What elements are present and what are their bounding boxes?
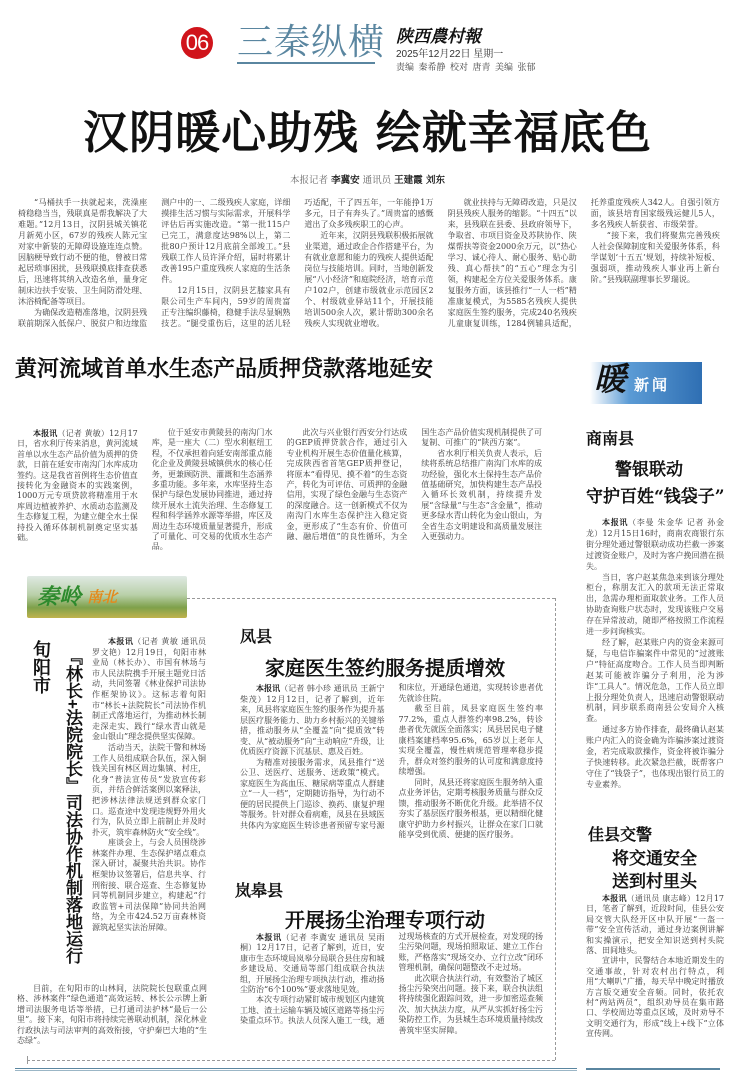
paragraph: “接下来，我们将聚焦完善残疾人社会保障制度和关爱服务体系，科学谋划‘十五五’规划，持续补短板、强弱项，推动残疾人事业再上新台阶。”县残联副理事长罗瑞说。: [590, 231, 720, 284]
section-title: 三秦纵横: [237, 21, 386, 62]
paragraph: 宣讲中，民警结合本地近期发生的交通事故，针对农村出行特点，利用“大喇叭”广播，每天早中晚定时播放方言版交通安全音频。同时，依托农村“两站两员”，组织劝导员在集市路口、学校周边等重点区域，及时劝导不文明交通行为，形成“线上+线下”立体宣传网。: [586, 956, 724, 1039]
paragraph: [240, 932, 385, 995]
paragraph: [92, 636, 206, 743]
paragraph-text: （通讯员 康志峰）12月17日，笔者了解到，近段时间，佳县公安局交管大队经开区中队开展“一盔一带”安全宣传活动，通过身边案例讲解和实操演示，把安全知识送到村头院落、田间地头。: [586, 894, 725, 956]
xunyang-article-closing: [17, 984, 207, 1046]
lead-headline: 汉阴暖心助残 绘就幸福底色: [83, 106, 652, 159]
langao-article-body: [240, 932, 543, 1036]
shangnan-headline-1: 警银联动: [615, 460, 683, 480]
xunyang-article-body: [92, 636, 206, 934]
paragraph: 经了解，赵某账户内的资金来源可疑，与电信诈骗案件中常见的“过渡账户”特征高度吻合。工作人员当即判断赵某可能被诈骗分子利用，沦为涉诈“工具人”。情况危急，工作人员立即上报分理处负责人，迅速启动警银联动机制，同步联系商南县公安局介入核查。: [586, 637, 724, 724]
warm-logo-small: 新闻: [634, 377, 671, 394]
paragraph-text: （记者 黄敏 通讯员 罗文艳）12月19日，旬阳市林业局（林长办）、市国有林场与市人民法院携手开展主题党日活动，共同签署《林业保护司法协作框架协议》。这标志着旬阳市“林长+法院院长”司法协作机制正式落地运行，为推动林长制走深走实、践行“绿水青山就是金山银山”理念提供坚实保障。: [92, 637, 206, 742]
paragraph: 本次专项行动紧盯城市规划区内建筑工地、渣土运输车辆及城区道路等扬尘污染重点环节。执法人员深入施工一线，通过现场核查的方式开展检查，对发现的扬尘污染问题，现场拍照取证、建立工作台账，严格落实“现场交办、立行立改”闭环管理机制，确保问题整改不走过场。: [240, 932, 543, 1026]
paragraph: 目前，在旬阳市的山林间，法院院长包联重点网格、涉林案件“绿色通道”高效运转、林长公示牌上新增司法服务电话等举措，已打通司法护林“最后一公里”。接下来，旬阳市将持续完善联动机制，深化林业行政执法与司法审判的高效衔接，守护秦巴大地的“生态绿”。: [17, 984, 207, 1046]
newspaper-logo: 陕西農村報: [396, 27, 481, 47]
paragraph: 省水利厅相关负责人表示，后续将系统总结推广南沟门水库的成功经验，强化水土保持生态产品价值基础研究，加快构建生态产品投入循环长效机制，持续提升发展“含绿量”与生态“含金量”，推动更多绿水青山转化为金山银山，为全省生态文明建设和高质量发展注入更强动力。: [421, 448, 542, 542]
langao-place: 岚皋县: [235, 881, 284, 900]
xunyang-place: 旬阳市: [30, 640, 51, 694]
paragraph: 当日，客户赵某焦急来到该分理处柜台，称朋友汇入的款项无法正常取出，急需办理柜面取款业务。工作人员协助查询账户状态时，发现该账户交易存在异常波动，随即严格按照工作流程进一步问询核实。: [586, 572, 724, 637]
jiaxian-headline-2: 送到村里头: [612, 872, 697, 892]
paragraph: [586, 517, 724, 573]
issue-date: 2025年12月22日 星期一: [396, 49, 504, 60]
section-underline: [237, 62, 375, 64]
paragraph: [17, 428, 138, 543]
lead-article-body: [18, 197, 720, 329]
dashed-border: [555, 598, 556, 1060]
warm-news-logo: [590, 362, 702, 404]
paragraph: [240, 683, 385, 758]
qinling-banner-image: [27, 576, 187, 618]
paragraph: “马桶扶手一扶就起来，洗澡座椅稳稳当当，残联真是帮我解决了大难题。”12月13日，汉阴县城关镇花月新苑小区，67岁的残疾人陈元宝对家中新装的无障碍设施连连点赞。因脑梗导致行动不便的他，曾被日常起居琐事困扰，县残联摸底排查获悉后，迅速将其纳入改造名单，量身定制床边扶手安装、卫生间防滑处理、沐浴椅配备等项目。: [18, 198, 148, 306]
yellow-river-article-body: [17, 428, 542, 553]
banner-text-qinling: 秦岭: [37, 584, 82, 610]
lead-byline: [0, 172, 735, 186]
paragraph: 活动当天，法院干警和林场工作人员组成联合队伍，深入铜钱关国有林区周边集镇、村庄，化身“普法宣传员”发放宣传彩页，并结合鲜活案例以案释法，把涉林法律法规送到群众家门口。巡查途中发现违规野外用火行为，队员立即上前制止并及时扑灭，筑牢森林防火“安全线”。: [92, 742, 206, 837]
lead-tag: 本报讯: [256, 932, 282, 942]
lead-tag: 本报讯: [108, 636, 134, 646]
warm-logo-big: 暖: [594, 360, 627, 398]
shangnan-article-body: [586, 517, 724, 791]
paragraph: 截至目前，凤县家庭医生签约率77.2%，重点人群签约率98.2%，转诊患者优先就医全面落实；凤县居民电子健康档案建档率95.6%，65岁以上老年人实现全覆盖，慢性病规范管理率稳步提升，群众对签约服务的认可度和满意度持续增强。: [398, 704, 543, 776]
paragraph: 通过多方协作排查，最终确认赵某账户内汇入的资金确为诈骗涉案过渡资金，若完成取款操作，资金将被诈骗分子快速转移。此次紧急拦截，既帮客户守住了“钱袋子”，也体现出银行员工的专业素养。: [586, 725, 724, 789]
paragraph-text: （记者 韩小珍 通讯员 王新宁 柴茂）12月12日，记者了解到，近年来，凤县将家庭医生签约服务作为提升基层医疗服务能力、助力乡村振兴的关键举措，推动服务从“全覆盖”向“提质效”转变、从“被动服务”向“主动响应”升级，让优质医疗资源下沉基层、惠及百姓。: [240, 684, 385, 756]
paragraph: 位于延安市黄陵县的南沟门水库，是一座大（二）型水利枢纽工程，不仅承担着向延安南部重点能化企业及黄陵县城镇供水的核心任务，更兼顾防洪、灌溉和生态涵养多重功能。多年来，水库坚持生态保护与绿色发展协同推进，通过持续开展水土流失治理、生态修复工程和科学涵养水源等举措，库区及周边生态环境质量显著提升，形成了可量化、可交易的优质水生态产品。: [151, 428, 273, 552]
paragraph-text: （李曼 朱金华 记者 孙金龙）12月15日16时，商南农商银行东街分理处通过警银联动成功拦截一涉案过渡资金账户，及时为客户挽回潜在损失。: [586, 518, 724, 571]
paragraph: [586, 893, 724, 956]
fengxian-article-body: [240, 683, 543, 841]
byline-mid: 通讯员: [362, 175, 392, 186]
paragraph: 为精准对接服务需求，凤县推行“送公卫、送医疗、送服务、送政策”模式。家庭医生为高血压、糖尿病等重点人群建立“一人一档”，定期随访指导，为行动不便的居民提供上门巡诊、换药、康复护理等服务。针对群众看病难，凤县在县域医共体内为家庭医生转诊患者预留专家号源和床位，开通绿色通道，实现转诊患者优先就诊住院。: [240, 683, 543, 830]
paragraph: 12月15日，汉阴县艺膝家具有限公司生产车间内，59岁的周贵富正专注编织藤椅，稳健手法尽显娴熟技艺。“腿受重伤后，这里的活儿轻巧适配，干了四五年，一年能挣1万多元，日子有奔头了。”周贵富的感慨道出了众多残疾职工的心声。: [161, 198, 434, 328]
paragraph: 此次与兴业银行西安分行达成的GEP质押贷款合作，通过引入专业机构开展生态价值量化核算，完成陕西省首笔GEP质押登记，将原本“看得见、摸不着”的生态资产，转化为可评估、可质押的金融信用，实现了绿色金融与生态资产的深度融合。这一创新模式不仅为南沟门水库生态保护注入稳定资金，更形成了“生态有价、价值可融、融后增值”的良性循环，为全国生态产品价值实现机制提供了可复制、可推广的“陕西方案”。: [286, 428, 542, 542]
langao-headline: 开展扬尘治理专项行动: [285, 910, 485, 932]
page-bottom-rule: [15, 1068, 577, 1071]
paragraph: 同时，凤县还将家庭医生服务纳入重点业务评估，定期考核服务质量与群众反馈，推动服务不断优化升级。此举措不仅夯实了基层医疗服务根基，更以精细化健康守护助力乡村振兴，让群众在家门口就能享受到优质、便捷的医疗服务。: [398, 777, 543, 839]
paragraph: 就业扶持与无障碍改造，只是汉阴县残疾人服务的缩影。“十四五”以来，县残联在县委、县政府领导下，争取省、市项目资金及苏陕协作、陕煤帮扶等资金2000余万元，以“热心学习、诚心待人、耐心服务、贴心助残、真心帮扶”的“五心”理念为引领，构建起全方位关爱服务体系。康复服务方面，该县推行“一人一档”精准康复模式，为5585名残疾人提供家庭医生签约服务，完成240名残疾儿童康复训练，1284例辅具适配，托养重度残疾人342人。自强引领方面，该县培育国家级残运健儿5人，多名残疾人斩获省、市级荣誉。: [447, 198, 720, 328]
paragraph: 座谈会上，与会人员围绕涉林案件办理、生态保护堵点难点深入研讨，凝聚共治共识。协作框架协议签署后，信息共享、行刑衔接、联合巡查、生态修复协同等机制同步建立，构建起“行政监管+司法保障”协同共治网络，为全市424.52万亩森林资源筑起坚实法治屏障。: [92, 838, 206, 933]
dashed-border: [27, 1060, 555, 1061]
paragraph-text: （记者 李冀安 通讯员 吴雨桐）12月17日，记者了解到，近日，安康市生态环境局岚皋分局联合县住房和城乡建设局、交通局等部门组成联合执法组，开展扬尘治理专项执法行动，推动扬尘防治“6个100%”要求落地见效。: [240, 933, 385, 995]
byline-correspondents: 王建霞 刘东: [394, 175, 445, 186]
lead-tag: 本报讯: [602, 893, 627, 903]
banner-text-nanbei: 南北: [87, 588, 118, 606]
byline-prefix: 本报记者: [290, 175, 329, 186]
byline-reporter: 李冀安: [331, 175, 360, 186]
lead-tag: 本报讯: [602, 517, 629, 527]
jiaxian-article-body: [586, 893, 724, 1040]
paragraph-text: （记者 黄敏）12月17日，省水利厅传来消息，黄河流域首单以水生态产品价值为质押的贷款，日前在延安市南沟门水库成功签约。这是我省首例将生态价值直接转化为金融资本的实践案例，1000万元专项贷款将精准用于水库周边植被养护、水质动态监测及生态修复工程，为建立健全水土保持投入循环体制机制奠定坚实基础。: [17, 429, 138, 543]
column-divider: [586, 1068, 720, 1070]
xunyang-headline: 『林长+法院院长』司法协作机制落地运行: [63, 648, 82, 964]
shangnan-place: 商南县: [586, 431, 635, 448]
page-number-badge: 06: [181, 27, 213, 59]
dashed-border: [27, 1056, 28, 1064]
jiaxian-place: 佳县交警: [588, 827, 653, 844]
shangnan-headline-2: 守护百姓“钱袋子”: [586, 487, 725, 507]
yellow-river-headline: 黄河流域首单水生态产品质押贷款落地延安: [15, 356, 434, 382]
paragraph: 为确保改造精准落地，汉阴县残联前期深入低保户、脱贫户和边缘监测户中的一、二级残疾人家庭，详细摸排生活习惯与实际需求，开展科学评估后再实施改造。“第一批115户已完工，满意度达98%以上，第二批80户预计12月底前全部竣工。”县残联工作人员许泽介绍，届时将累计改善195户重度残疾人家庭的生活条件。: [18, 198, 291, 328]
fengxian-place: 凤县: [240, 627, 273, 646]
lead-tag: 本报讯: [256, 683, 281, 693]
fengxian-headline: 家庭医生签约服务提质增效: [265, 658, 505, 680]
paragraph: 此次联合执法行动，有效整治了城区扬尘污染突出问题。接下来，联合执法组将持续强化跟踪问效，进一步加密巡查频次、加大执法力度，从严从实抓好扬尘污染防控工作，为县城生态环境质量持续改善筑牢坚实屏障。: [398, 973, 543, 1035]
dashed-border: [187, 598, 555, 599]
paragraph: 近年来，汉阴县残联积极拓展就业渠道，通过政企合作搭建平台，为有就业意愿和能力的残疾人提供适配岗位与技能培训。同时，当地创新发展“八小经济”和庭院经济，培育示范户102户，创建市级就业示范园区2个、村级就业驿站11个，开展技能培训500余人次，累计帮助300余名残疾人实现就业增收。: [304, 231, 434, 328]
lead-tag: 本报讯: [33, 428, 58, 438]
jiaxian-headline-1: 将交通安全: [612, 849, 697, 869]
editor-credits: 责编 秦希静 校对 唐青 美编 张郁: [396, 62, 536, 72]
